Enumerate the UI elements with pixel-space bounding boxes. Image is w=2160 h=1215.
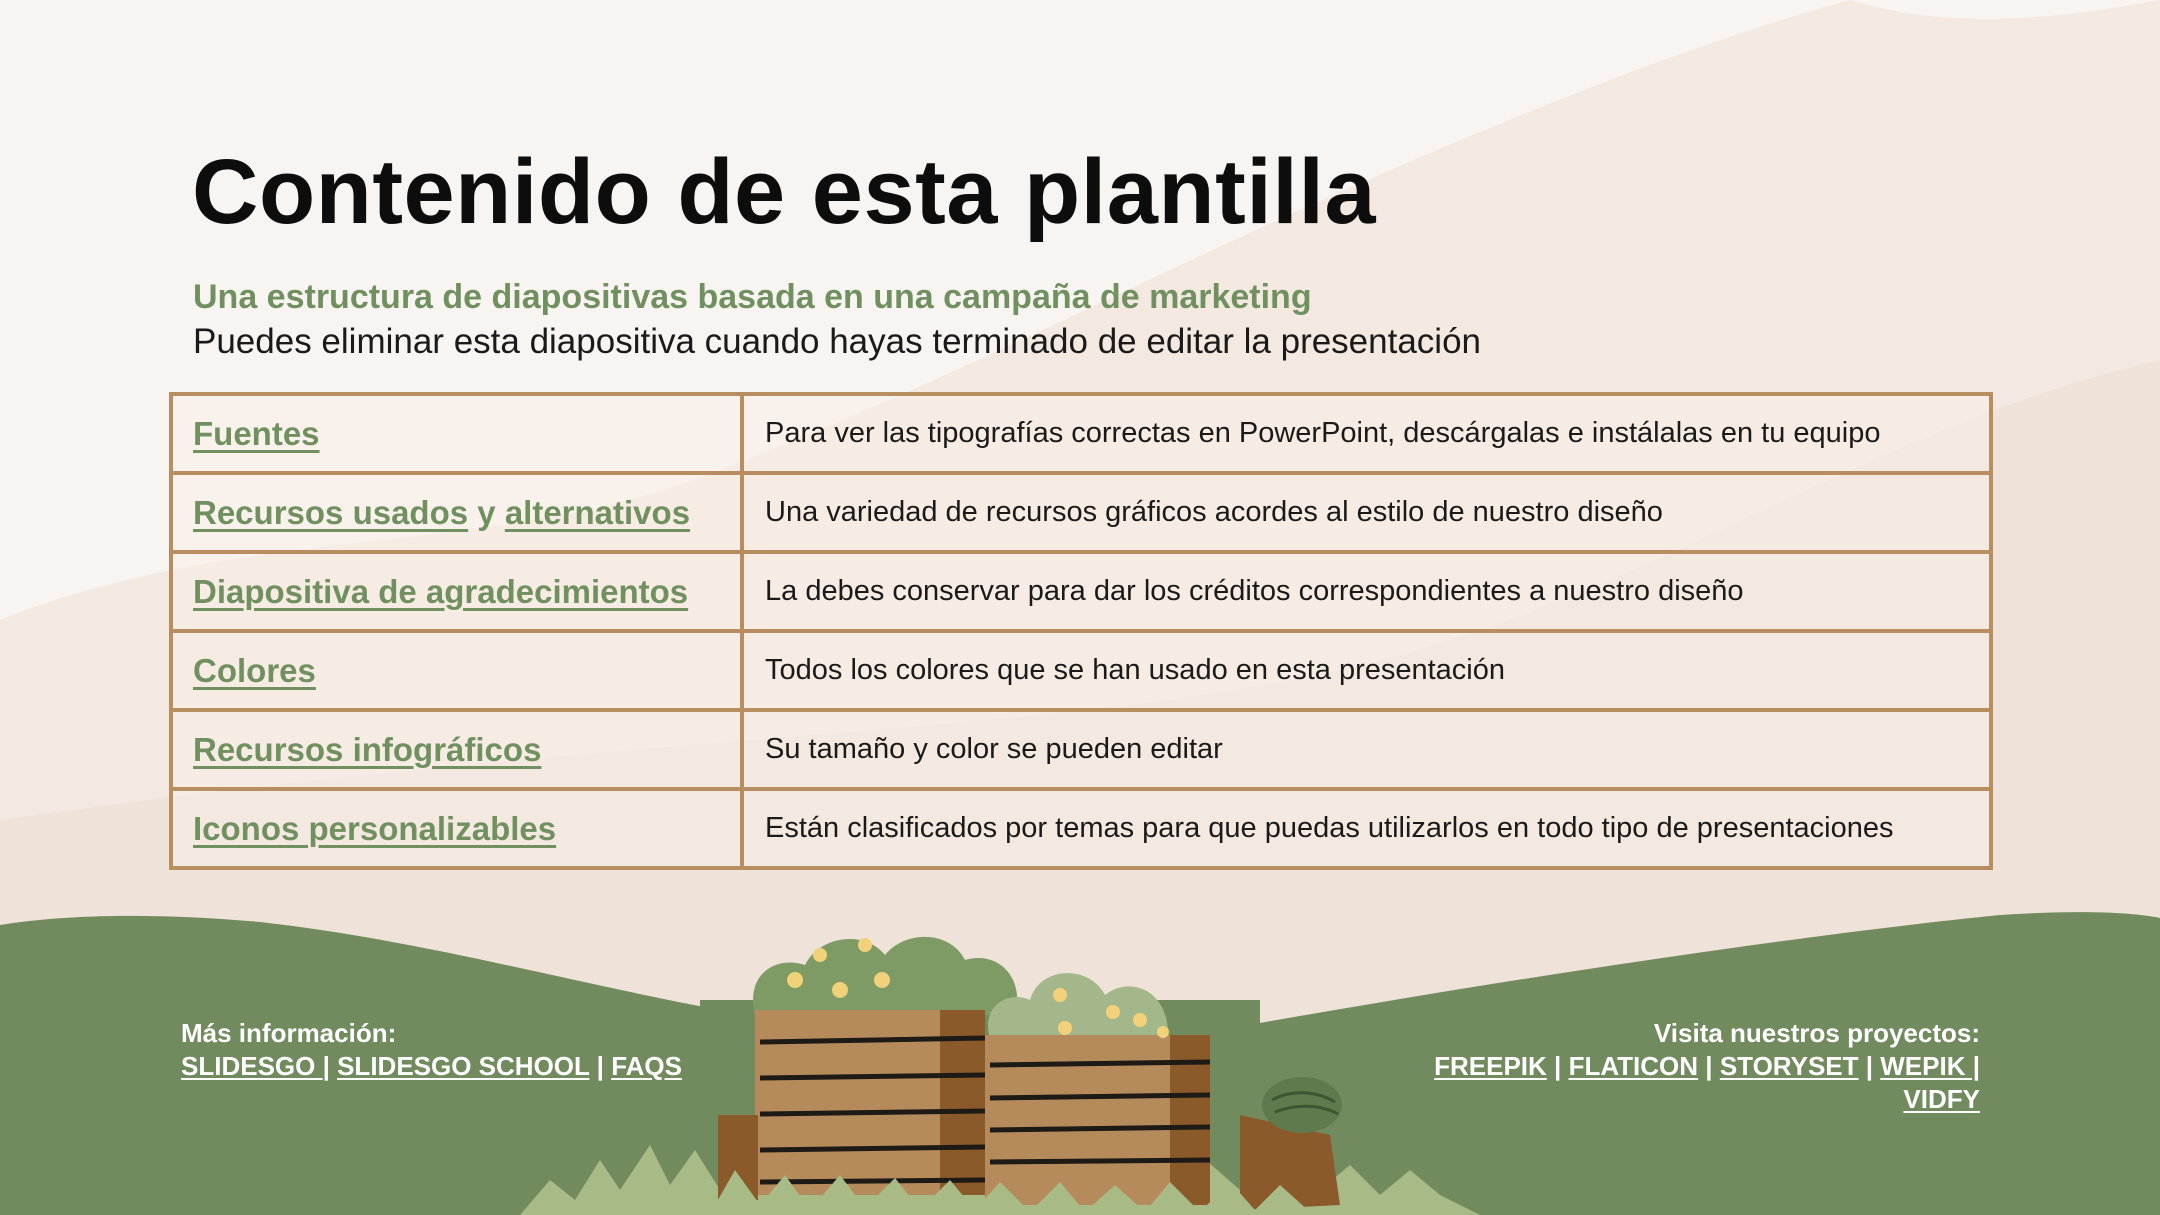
link-slidesgo[interactable]: SLIDESGO (181, 1051, 323, 1081)
page-title: Contenido de esta plantilla (192, 141, 1377, 243)
table-cell-description (742, 631, 1991, 710)
table-cell-label (171, 552, 742, 631)
table-cell-label (171, 710, 742, 789)
projects-block (1360, 1017, 1980, 1116)
row-description: La debes conservar para dar los créditos correspondientes a nuestro diseño (765, 575, 1744, 607)
link-separator: | (1705, 1051, 1713, 1081)
row-description: Su tamaño y color se pueden editar (765, 733, 1223, 765)
link-separator: | (596, 1051, 604, 1081)
row-description: Todos los colores que se han usado en esta presentación (765, 654, 1505, 686)
link-alternativos[interactable]: alternativos (504, 493, 691, 531)
link-flaticon[interactable]: FLATICON (1568, 1051, 1699, 1081)
projects-links (1360, 1050, 1980, 1083)
link-recursos-infograficos[interactable]: Recursos infográficos (193, 730, 542, 768)
link-diapositiva-agradecimientos[interactable]: Diapositiva de agradecimientos (193, 572, 689, 610)
table-cell-label (171, 473, 742, 552)
table-cell-label (171, 394, 742, 473)
link-vidfy[interactable]: VIDFY (1903, 1084, 1980, 1114)
content-table (169, 392, 1993, 870)
page-subtitle: Una estructura de diapositivas basada en una campaña de marketing (193, 278, 1312, 316)
link-iconos-personalizables[interactable]: Iconos personalizables (193, 809, 557, 847)
table-row (171, 710, 1991, 789)
link-freepik[interactable]: FREEPIK (1434, 1051, 1547, 1081)
table-cell-description (742, 552, 1991, 631)
table-cell-description (742, 473, 1991, 552)
more-info-label: Más información: (181, 1018, 397, 1048)
table-row (171, 552, 1991, 631)
row-description: Una variedad de recursos gráficos acordes al estilo de nuestro diseño (765, 496, 1663, 528)
link-colores[interactable]: Colores (193, 651, 316, 689)
row-connector: y (468, 493, 505, 531)
table-row (171, 394, 1991, 473)
link-separator: | (1865, 1051, 1874, 1081)
page-description: Puedes eliminar esta diapositiva cuando hayas terminado de editar la presentación (193, 322, 1482, 361)
table-row (171, 631, 1991, 710)
link-separator: | (322, 1051, 330, 1081)
link-storyset[interactable]: STORYSET (1719, 1051, 1859, 1081)
link-fuentes[interactable]: Fuentes (193, 414, 320, 452)
table-cell-label (171, 631, 742, 710)
table-cell-label (171, 789, 742, 868)
table-row (171, 789, 1991, 868)
row-description: Para ver las tipografías correctas en PowerPoint, descárgalas e instálalas en tu equipo (765, 417, 1881, 449)
projects-label: Visita nuestros proyectos: (1653, 1018, 1980, 1048)
link-faqs[interactable]: FAQS (611, 1051, 682, 1081)
link-wepik[interactable]: WEPIK | (1880, 1051, 1980, 1081)
more-info-links (181, 1050, 682, 1083)
link-slidesgo-school[interactable]: SLIDESGO SCHOOL (337, 1051, 590, 1081)
link-recursos-usados[interactable]: Recursos usados (193, 493, 469, 531)
table-cell-description (742, 789, 1991, 868)
row-description: Están clasificados por temas para que puedas utilizarlos en todo tipo de presentaciones (765, 812, 1894, 844)
table-row (171, 473, 1991, 552)
table-cell-description (742, 710, 1991, 789)
table-cell-description (742, 394, 1991, 473)
more-info-block (181, 1017, 682, 1083)
projects-links-row2 (1360, 1083, 1980, 1116)
link-separator: | (1554, 1051, 1562, 1081)
